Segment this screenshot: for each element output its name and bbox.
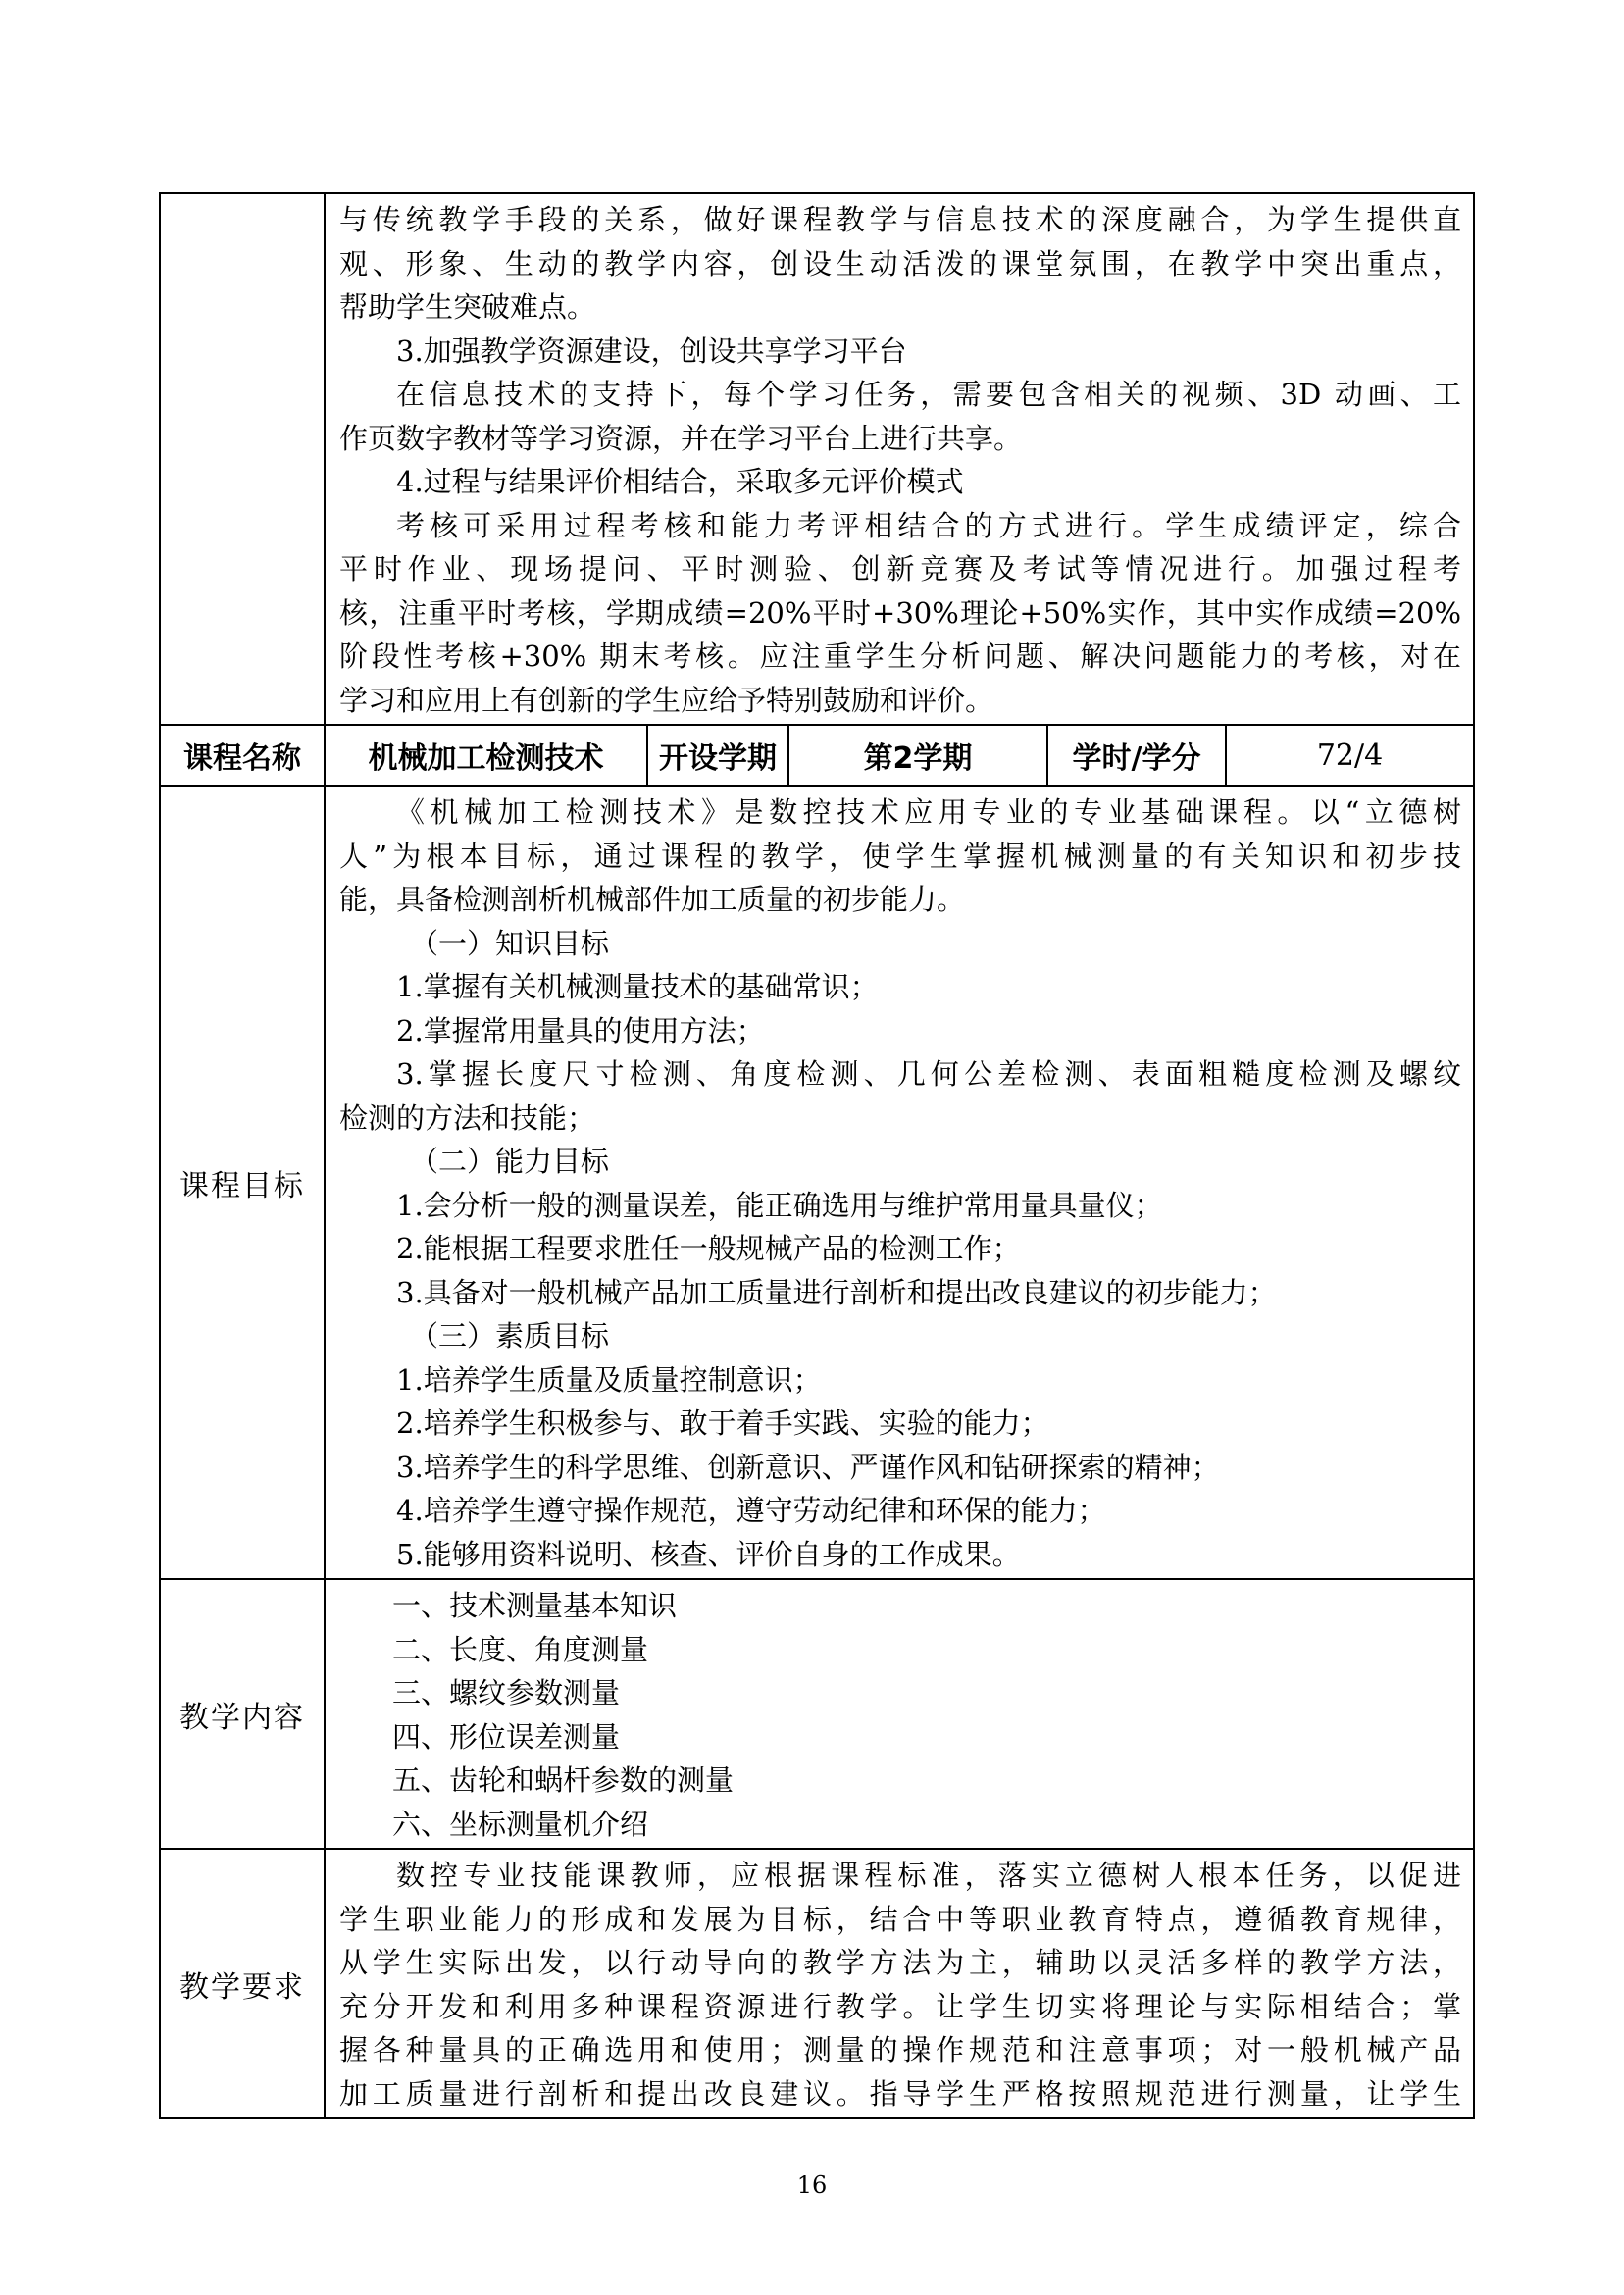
text-line: 数控专业技能课教师，应根据课程标准，落实立德树人根本任务，以促进 <box>396 1859 1461 1892</box>
list-item: 三、螺纹参数测量 <box>392 1676 621 1709</box>
text-line: 3.加强教学资源建设，创设共享学习平台 <box>396 333 907 368</box>
content-label: 教学内容 <box>160 1579 325 1849</box>
list-item: 四、形位误差测量 <box>392 1719 621 1754</box>
text-line: 观、形象、生动的教学内容，创设生动活泼的课堂氛围，在教学中突出重点， <box>339 246 1461 280</box>
course-table <box>159 192 1475 2119</box>
text-line: 与传统教学手段的关系，做好课程教学与信息技术的深度融合，为学生提供直 <box>339 203 1461 236</box>
text-line: 人”为根本目标，通过课程的教学，使学生掌握机械测量的有关知识和初步技 <box>339 839 1461 873</box>
text-line: 阶段性考核+30% 期末考核。应注重学生分析问题、解决问题能力的考核，对在 <box>339 639 1461 673</box>
requirements-label: 教学要求 <box>160 1849 325 2118</box>
page-number: 16 <box>796 2171 828 2199</box>
goals-row <box>160 786 1474 1579</box>
text-line: 学生职业能力的形成和发展为目标，结合中等职业教育特点，遵循教育规律， <box>339 1902 1461 1936</box>
text-line: （一）知识目标 <box>410 926 610 960</box>
text-line: 2.能根据工程要求胜任一般规械产品的检测工作； <box>396 1232 1021 1265</box>
list-item: 一、技术测量基本知识 <box>392 1589 678 1622</box>
text-line: 2.掌握常用量具的使用方法； <box>396 1013 765 1047</box>
text-line: 考核可采用过程考核和能力考评相结合的方式进行。学生成绩评定，综合 <box>396 508 1461 542</box>
text-line: 作页数字教材等学习资源，并在学习平台上进行共享。 <box>339 421 1023 455</box>
course-name-label: 课程名称 <box>160 725 325 786</box>
list-item: 二、长度、角度测量 <box>392 1632 649 1666</box>
text-line: 帮助学生突破难点。 <box>339 290 596 324</box>
goals-text-cell <box>325 786 1474 1579</box>
goals-label: 课程目标 <box>160 786 325 1579</box>
text-line: 4.培养学生遵守操作规范，遵守劳动纪律和环保的能力； <box>396 1494 1106 1527</box>
text-line: 在信息技术的支持下，每个学习任务，需要包含相关的视频、3D 动画、工 <box>396 378 1461 411</box>
hours-credits-value: 72/4 <box>1226 725 1474 786</box>
text-line: （二）能力目标 <box>410 1145 610 1178</box>
text-line: 握各种量具的正确选用和使用；测量的操作规范和注意事项；对一般机械产品 <box>339 2033 1461 2066</box>
semester-label: 开设学期 <box>647 725 788 786</box>
text-line: 1.掌握有关机械测量技术的基础常识； <box>396 970 879 1003</box>
requirements-text-cell <box>325 1849 1474 2118</box>
text-line: 4.过程与结果评价相结合，采取多元评价模式 <box>396 465 964 498</box>
text-line: 加工质量进行剖析和提出改良建议。指导学生严格按照规范进行测量，让学生 <box>339 2076 1461 2111</box>
content-row <box>160 1579 1474 1849</box>
text-line: 《机械加工检测技术》是数控技术应用专业的专业基础课程。以“立德树 <box>396 795 1461 829</box>
continuation-row <box>160 193 1474 725</box>
text-line: 检测的方法和技能； <box>339 1100 596 1135</box>
text-line: 3.掌握长度尺寸检测、角度检测、几何公差检测、表面粗糙度检测及螺纹 <box>396 1057 1461 1091</box>
continuation-text-cell <box>325 193 1474 725</box>
text-line: 核，注重平时考核，学期成绩=20%平时+30%理论+50%实作，其中实作成绩=20% <box>339 595 1461 630</box>
text-line: 5.能够用资料说明、核查、评价自身的工作成果。 <box>396 1537 1021 1571</box>
text-line: 充分开发和利用多种课程资源进行教学。让学生切实将理论与实际相结合；掌 <box>339 1989 1461 2023</box>
text-line: 能，具备检测剖析机械部件加工质量的初步能力。 <box>339 883 966 916</box>
list-item: 六、坐标测量机介绍 <box>392 1807 649 1841</box>
hours-credits-label: 学时/学分 <box>1047 725 1226 786</box>
text-line: 平时作业、现场提问、平时测验、创新竞赛及考试等情况进行。加强过程考 <box>339 552 1461 586</box>
text-line: 3.培养学生的科学思维、创新意识、严谨作风和钻研探索的精神； <box>396 1450 1220 1484</box>
semester-value: 第2学期 <box>788 725 1047 786</box>
text-line: 2.培养学生积极参与、敢于着手实践、实验的能力； <box>396 1406 1049 1440</box>
text-line: 1.培养学生质量及质量控制意识； <box>396 1362 822 1397</box>
text-line: （三）素质目标 <box>410 1319 610 1352</box>
course-header-row <box>160 725 1474 786</box>
continuation-label-cell <box>160 193 325 725</box>
text-line: 学习和应用上有创新的学生应给予特别鼓励和评价。 <box>339 683 994 717</box>
text-line: 3.具备对一般机械产品加工质量进行剖析和提出改良建议的初步能力； <box>396 1275 1277 1309</box>
list-item: 五、齿轮和蜗杆参数的测量 <box>392 1763 735 1797</box>
requirements-row <box>160 1849 1474 2118</box>
content-text-cell <box>325 1579 1474 1849</box>
text-line: 1.会分析一般的测量误差，能正确选用与维护常用量具量仪； <box>396 1188 1163 1222</box>
text-line: 从学生实际出发，以行动导向的教学方法为主，辅助以灵活多样的教学方法， <box>339 1946 1461 1979</box>
course-name-value: 机械加工检测技术 <box>325 725 647 786</box>
